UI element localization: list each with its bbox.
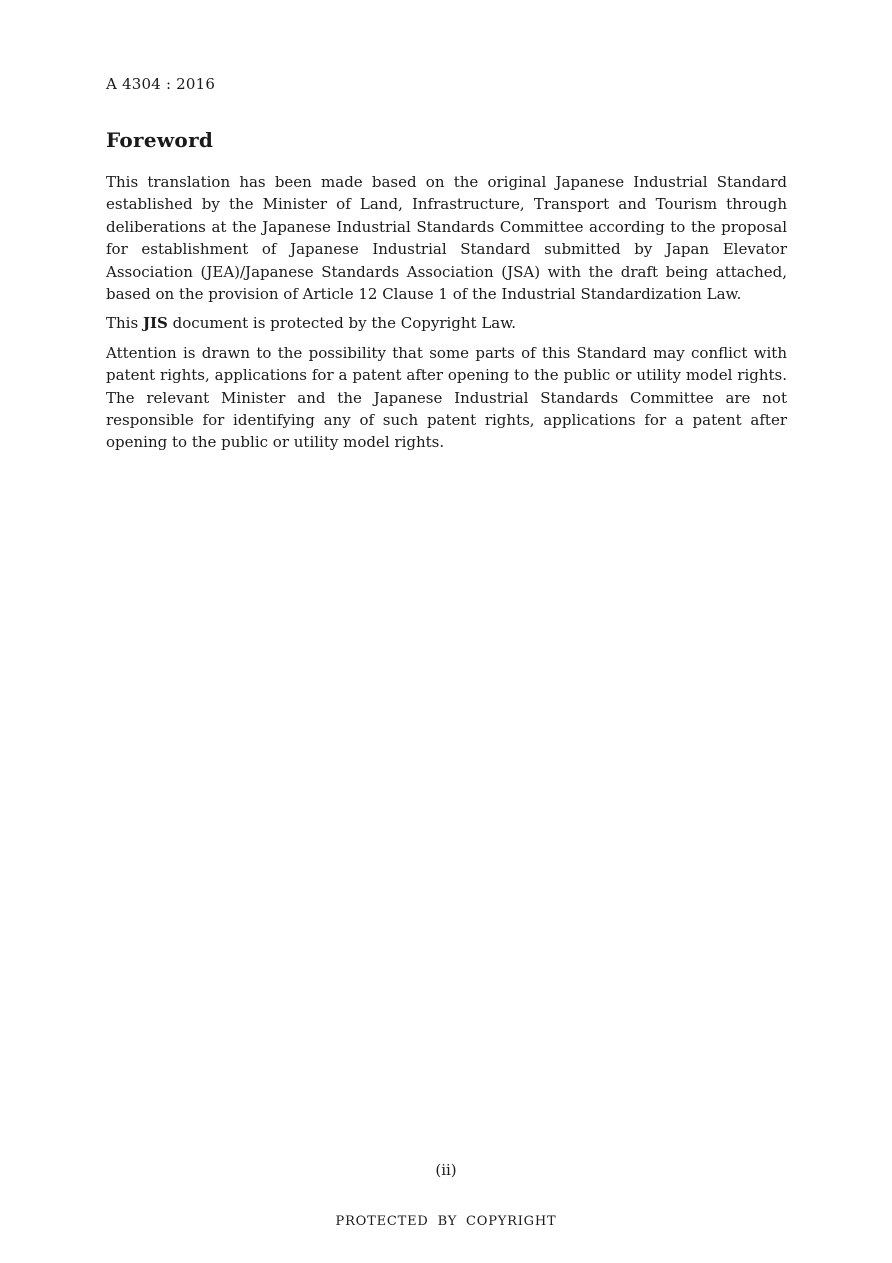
jis-abbreviation: JIS: [142, 314, 168, 333]
page-number: (ii): [435, 1161, 457, 1179]
foreword-paragraph-patent-notice: Attention is drawn to the possibility that some parts of this Standard may conflict with patent rights, applications for a patent after opening to the public or utility model rights. The relevant Minister and the Japanese Industrial Standards Committee are not responsible for identifying any of such patent rights, applications for a patent after opening to the public or utility model rights.: [106, 343, 787, 452]
foreword-heading: Foreword: [106, 128, 214, 152]
foreword-paragraph-copyright: [106, 312, 787, 334]
foreword-paragraph-translation-basis: This translation has been made based on the original Japanese Industrial Standard established by the Minister of Land, Infrastructure, Transport and Tourism through deliberations at the Japanese Industrial Standards Committee according to the proposal for establishment of Japanese Industrial Standard submitted by Japan Elevator Association (JEA)/Japanese Standards Association (JSA) with the draft being attached, based on the provision of Article 12 Clause 1 of the Industrial Standardization Law.: [106, 173, 787, 304]
copyright-text-suffix: document is protected by the Copyright Law.: [167, 314, 517, 333]
foreword-body: [106, 171, 787, 461]
copyright-text-prefix: This: [106, 314, 143, 333]
copyright-footer: PROTECTED BY COPYRIGHT: [335, 1214, 557, 1229]
document-id: A 4304 : 2016: [106, 75, 216, 93]
